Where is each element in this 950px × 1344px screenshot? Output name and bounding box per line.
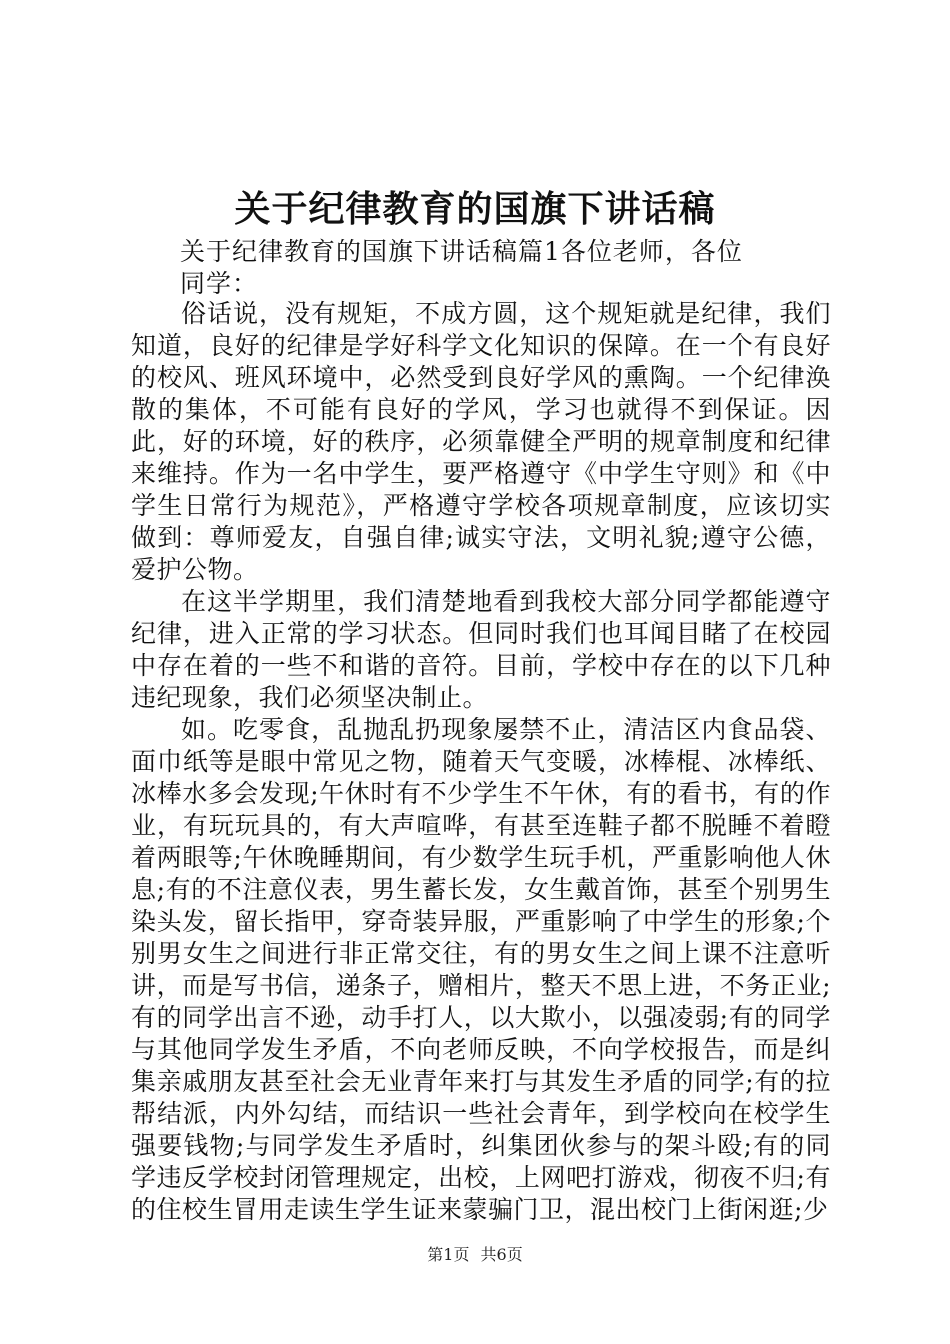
page-total: 共6页 (480, 1245, 523, 1264)
intro-line: 关于纪律教育的国旗下讲话稿篇1各位老师，各位同学： (180, 237, 743, 298)
paragraph-semester-observation: 在这半学期里，我们清楚地看到我校大部分同学都能遵守纪律，进入正常的学习状态。但同时我们也耳闻目睹了在校园中存在着的一些不和谐的音符。目前，学校中存在的以下几种违纪现象，我们必须坚决制止。 (131, 587, 831, 712)
paragraph-violations-list: 如。吃零食，乱抛乱扔现象屡禁不止，清洁区内食品袋、面巾纸等是眼中常见之物，随着天气变暖，冰棒棍、冰棒纸、冰棒水多会发现;午休时有不少学生不午休，有的看书，有的作业，有玩玩具的，有大声喧哗，有甚至连鞋子都不脱睡不着瞪着两眼等;午休晚睡期间，有少数学生玩手机，严重影响他人休息;有的不注意仪表，男生蓄长发，女生戴首饰，甚至个别男生染头发，留长指甲，穿奇装异服，严重影响了中学生的形象;个别男女生之间进行非正常交往，有的男女生之间上课不注意听讲，而是写书信，递条子，赠相片，整天不思上进，不务正业;有的同学出言不逊，动手打人，以大欺小，以强凌弱;有的同学与其他同学发生矛盾，不向老师反映，不向学校报告，而是纠集亲戚朋友甚至社会无业青年来打与其发生矛盾的同学;有的拉帮结派，内外勾结，而结识一些社会青年，到学校向在校学生强要钱物;与同学发生矛盾时，纠集团伙参与的架斗殴;有的同学违反学校封闭管理规定，出校，上网吧打游戏，彻夜不归;有的住校生冒用走读生学生证来蒙骗门卫，混出校门上街闲逛;少 (131, 715, 831, 1224)
document-title: 关于纪律教育的国旗下讲话稿 (234, 188, 716, 230)
page-footer (0, 1244, 950, 1266)
page-number: 第1页 (427, 1245, 470, 1264)
paragraph-discipline-importance: 俗话说，没有规矩，不成方圆，这个规矩就是纪律，我们知道，良好的纪律是学好科学文化知识的保障。在一个有良好的校风、班风环境中，必然受到良好学风的熏陶。一个纪律涣散的集体，不可能有良好的学风，学习也就得不到保证。因此，好的环境，好的秩序，必须靠健全严明的规章制度和纪律来维持。作为一名中学生，要严格遵守《中学生守则》和《中学生日常行为规范》，严格遵守学校各项规章制度，应该切实做到：尊师爱友，自强自律;诚实守法，文明礼貌;遵守公德，爱护公物。 (131, 299, 831, 584)
document-body (131, 298, 831, 1226)
